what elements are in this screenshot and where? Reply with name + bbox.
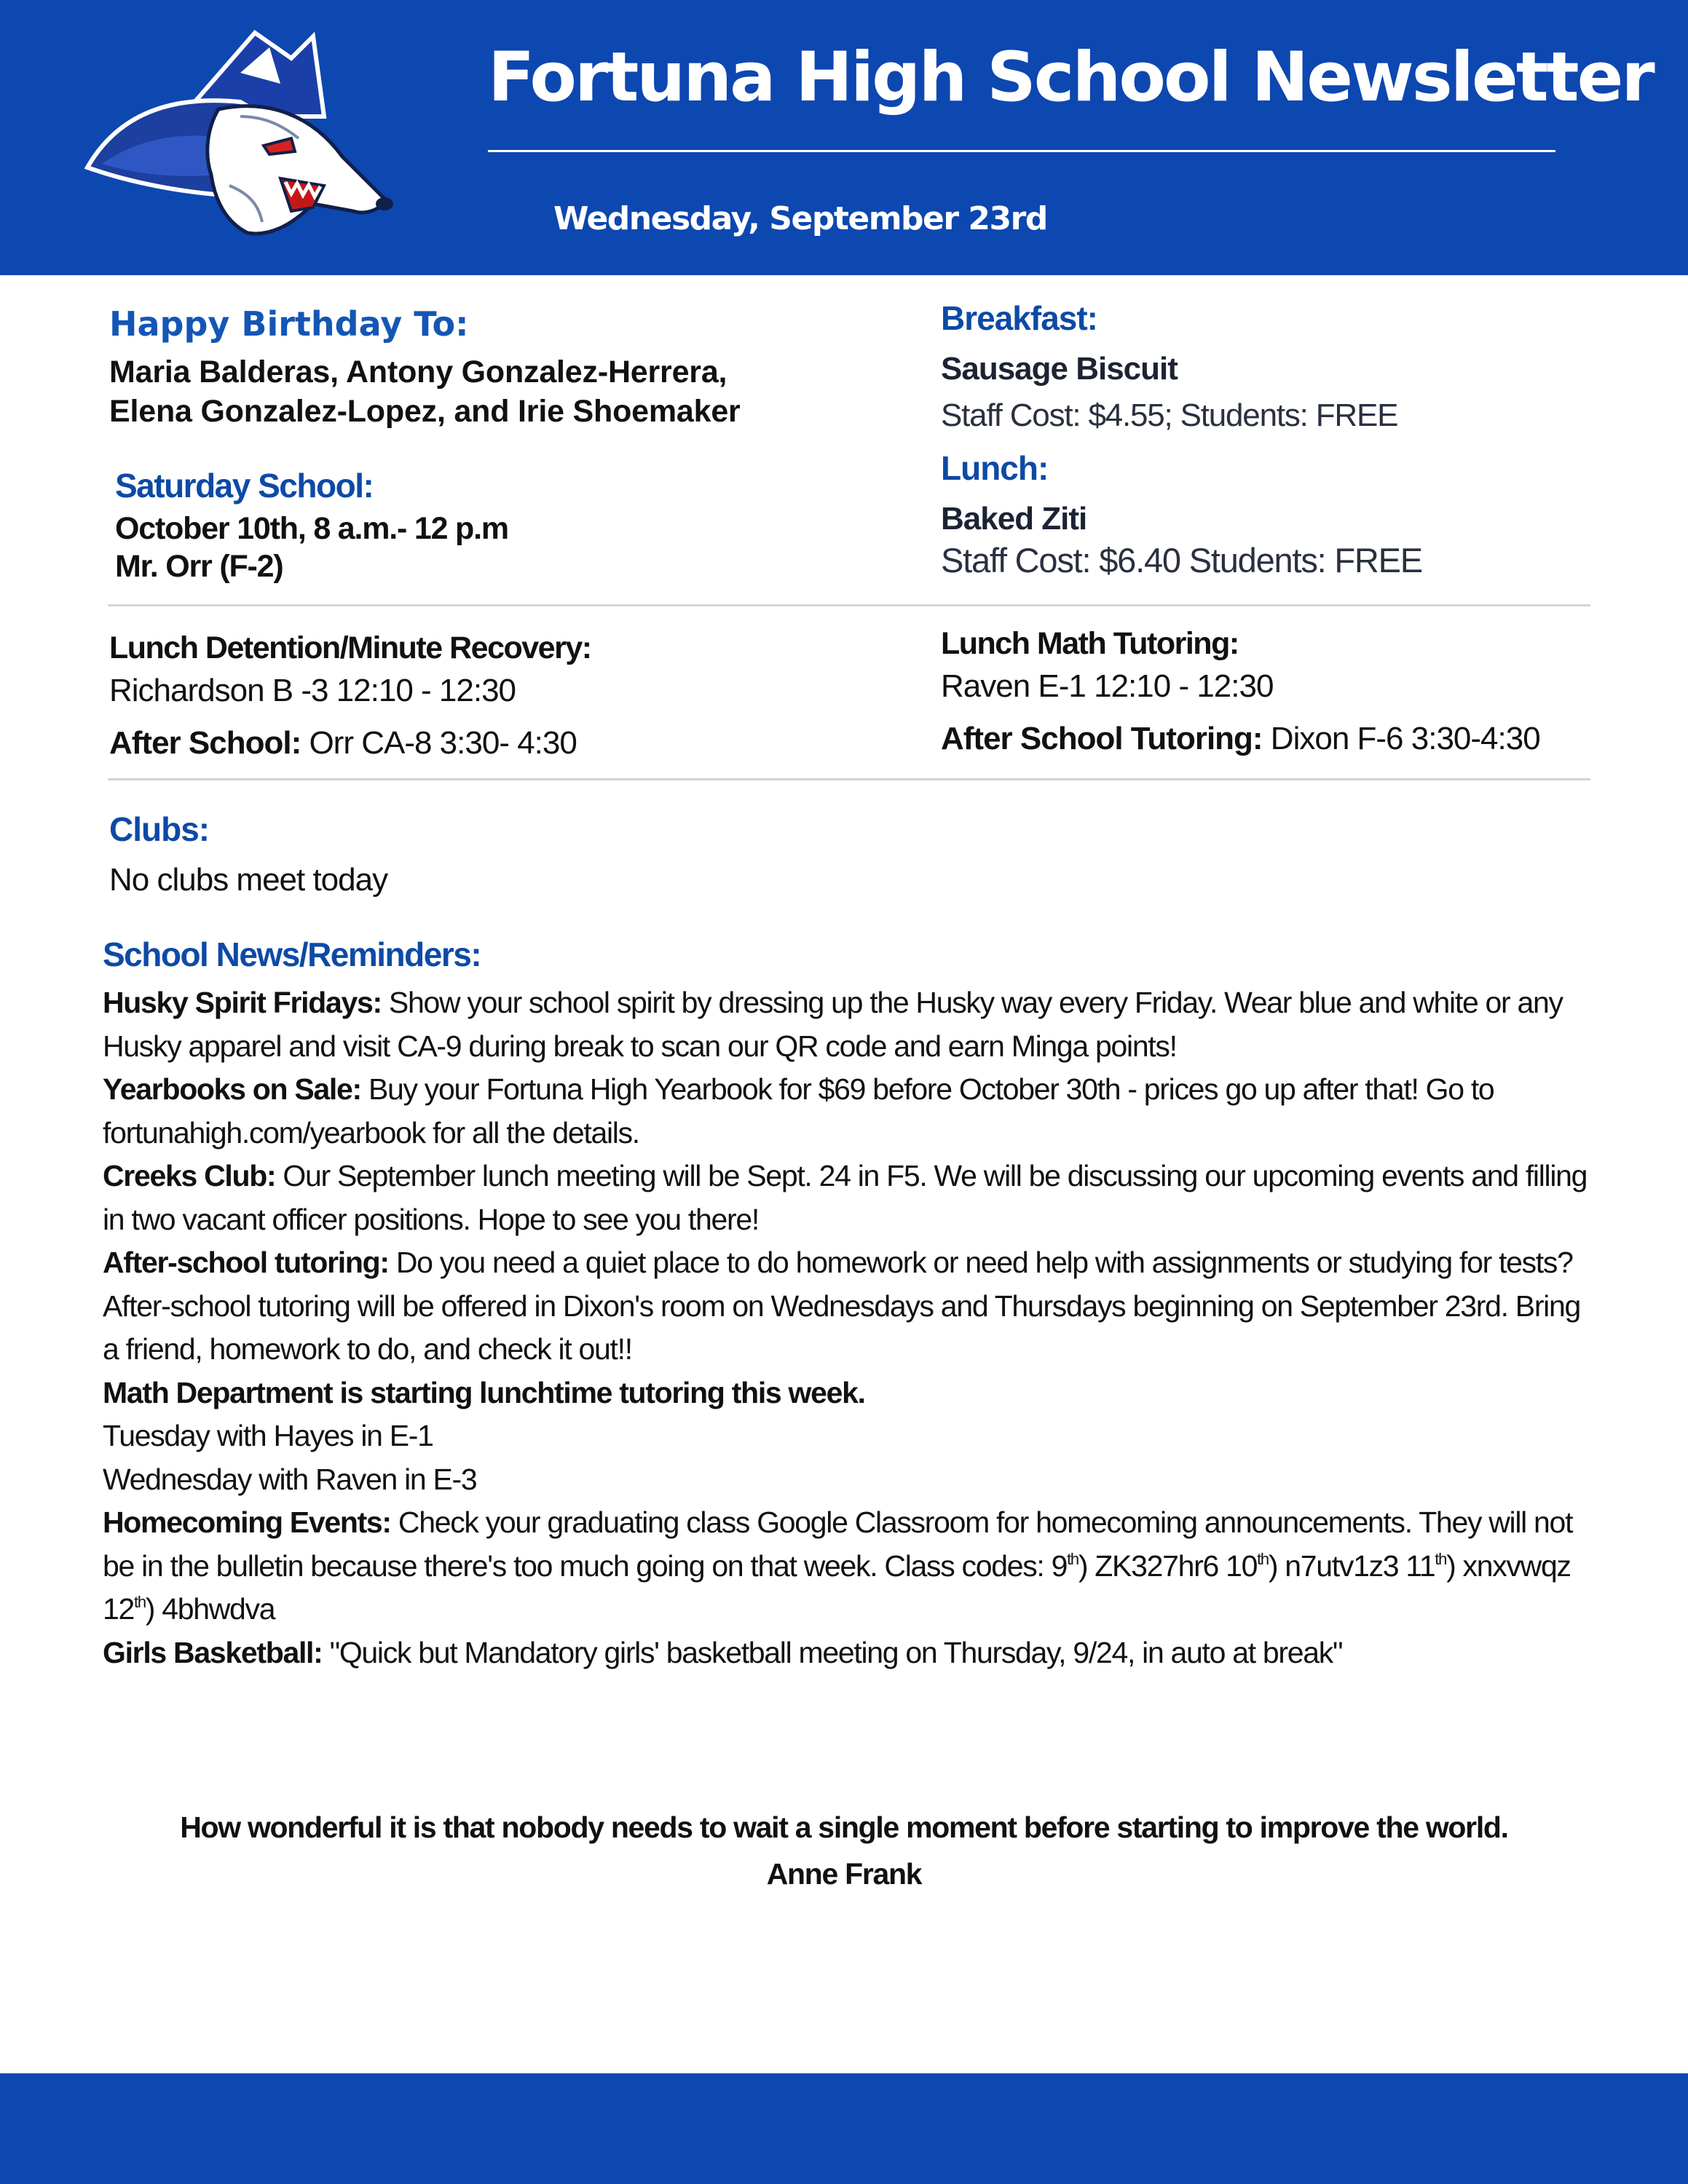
after-school-tutoring: [941, 721, 1540, 757]
saturday-school-teacher: Mr. Orr (F-2): [115, 549, 283, 584]
breakfast-item: Sausage Biscuit: [941, 351, 1178, 387]
news-math-line1: Tuesday with Hayes in E-1: [103, 1419, 433, 1452]
news-creeks-label: Creeks Club:: [103, 1159, 276, 1192]
math-tutoring-time: Raven E-1 12:10 - 12:30: [941, 668, 1274, 704]
birthday-names-line2: Elena Gonzalez-Lopez, and Irie Shoemaker: [109, 394, 741, 429]
husky-mascot-icon: [73, 29, 393, 240]
detention-after-school: [109, 725, 577, 761]
saturday-school-time: October 10th, 8 a.m.- 12 p.m: [115, 511, 508, 546]
ordinal-suffix: th: [1435, 1549, 1447, 1568]
news-item-basketball: [103, 1631, 1603, 1675]
breakfast-heading: Breakfast:: [941, 299, 1097, 337]
ordinal-suffix: th: [134, 1593, 146, 1611]
newsletter-title: Fortuna High School Newsletter: [488, 38, 1653, 117]
lunch-cost: Staff Cost: $6.40 Students: FREE: [941, 541, 1422, 579]
birthday-names: [109, 352, 741, 431]
news-basketball-text: "Quick but Mandatory girls' basketball meeting on Thursday, 9/24, in auto at break": [322, 1635, 1343, 1669]
clubs-heading: Clubs:: [109, 810, 210, 848]
code-grade-10: 10: [1226, 1548, 1258, 1583]
title-divider: [488, 150, 1555, 152]
detention-after-value: Orr CA-8 3:30- 4:30: [301, 725, 577, 761]
detention-lunch-time: Richardson B -3 12:10 - 12:30: [109, 673, 516, 708]
news-afterschool-label: After-school tutoring:: [103, 1246, 389, 1279]
news-item-creeks: [103, 1155, 1603, 1241]
code-value-10: ) n7utv1z3: [1268, 1548, 1406, 1583]
news-item-yearbook: [103, 1068, 1603, 1155]
quote-author: Anne Frank: [766, 1857, 922, 1891]
school-news-heading: School News/Reminders:: [103, 935, 481, 973]
news-yearbook-text: Buy your Fortuna High Yearbook for $69 before October 30th - prices go up after that! Go to fortunahigh.com/yearbook for all the details.: [103, 1072, 1494, 1150]
news-math-label: Math Department is starting lunchtime tutoring this week.: [103, 1375, 865, 1409]
saturday-school-heading: Saturday School:: [115, 467, 374, 505]
news-item-math: [103, 1372, 1603, 1415]
news-homecoming-text: Check your graduating class Google Classroom for homecoming announcements. They will not be in the bulletin because there's too much going on that week. Class codes:: [103, 1506, 1573, 1583]
breakfast-cost: Staff Cost: $4.55; Students: FREE: [941, 397, 1398, 433]
clubs-text: No clubs meet today: [109, 862, 388, 898]
detention-heading: Lunch Detention/Minute Recovery:: [109, 630, 591, 665]
news-spirit-label: Husky Spirit Fridays:: [103, 986, 382, 1019]
school-news-body: [103, 981, 1603, 1674]
quote-text: How wonderful it is that nobody needs to wait a single moment before starting to improve the world.: [180, 1811, 1508, 1844]
code-grade-12: 12: [103, 1592, 135, 1626]
math-tutoring-heading: Lunch Math Tutoring:: [941, 626, 1239, 661]
news-math-line2: Wednesday with Raven in E-3: [103, 1462, 477, 1496]
news-item-spirit: [103, 981, 1603, 1068]
after-school-tutoring-value: Dixon F-6 3:30-4:30: [1262, 721, 1540, 756]
news-yearbook-label: Yearbooks on Sale:: [103, 1072, 361, 1106]
birthday-names-line1: Maria Balderas, Antony Gonzalez-Herrera,: [109, 355, 727, 389]
ordinal-suffix: th: [1067, 1549, 1078, 1568]
news-creeks-text: Our September lunch meeting will be Sept. 24 in F5. We will be discussing our upcoming events and filling in two vacant officer positions. Hope to see you there!: [103, 1159, 1588, 1236]
footer-banner: [0, 2073, 1688, 2184]
saturday-school-details: [115, 510, 508, 585]
detention-after-label: After School:: [109, 725, 301, 761]
section-divider: [108, 778, 1590, 780]
news-homecoming-label: Homecoming Events:: [103, 1506, 391, 1539]
section-divider: [108, 604, 1590, 606]
lunch-heading: Lunch:: [941, 449, 1049, 487]
code-grade-11: 11: [1405, 1548, 1435, 1583]
news-afterschool-text: Do you need a quiet place to do homework or need help with assignments or studying for tests? After-school tutoring will be offered in Dixon's room on Wednesdays and Thursdays beginning on September 23rd. Bring a friend, homework to do, and check it out!!: [103, 1246, 1580, 1366]
newsletter-date: Wednesday, September 23rd: [553, 200, 1047, 237]
news-item-afterschool: [103, 1241, 1603, 1372]
ordinal-suffix: th: [1257, 1549, 1269, 1568]
news-item-homecoming: [103, 1501, 1603, 1631]
code-grade-9: 9: [1051, 1548, 1068, 1583]
news-basketball-label: Girls Basketball:: [103, 1635, 323, 1669]
code-value-12: ) 4bhwdva: [145, 1592, 275, 1626]
code-value-11: ) xnxvwqz: [1446, 1548, 1571, 1583]
quote-block: [0, 1804, 1688, 1897]
birthday-heading: Happy Birthday To:: [109, 304, 469, 344]
news-spirit-text: Show your school spirit by dressing up the Husky way every Friday. Wear blue and white or any Husky apparel and visit CA-9 during break to scan our QR code and earn Minga points!: [103, 986, 1563, 1063]
lunch-item: Baked Ziti: [941, 501, 1087, 537]
after-school-tutoring-label: After School Tutoring:: [941, 721, 1263, 756]
code-value-9: ) ZK327hr6: [1078, 1548, 1226, 1583]
